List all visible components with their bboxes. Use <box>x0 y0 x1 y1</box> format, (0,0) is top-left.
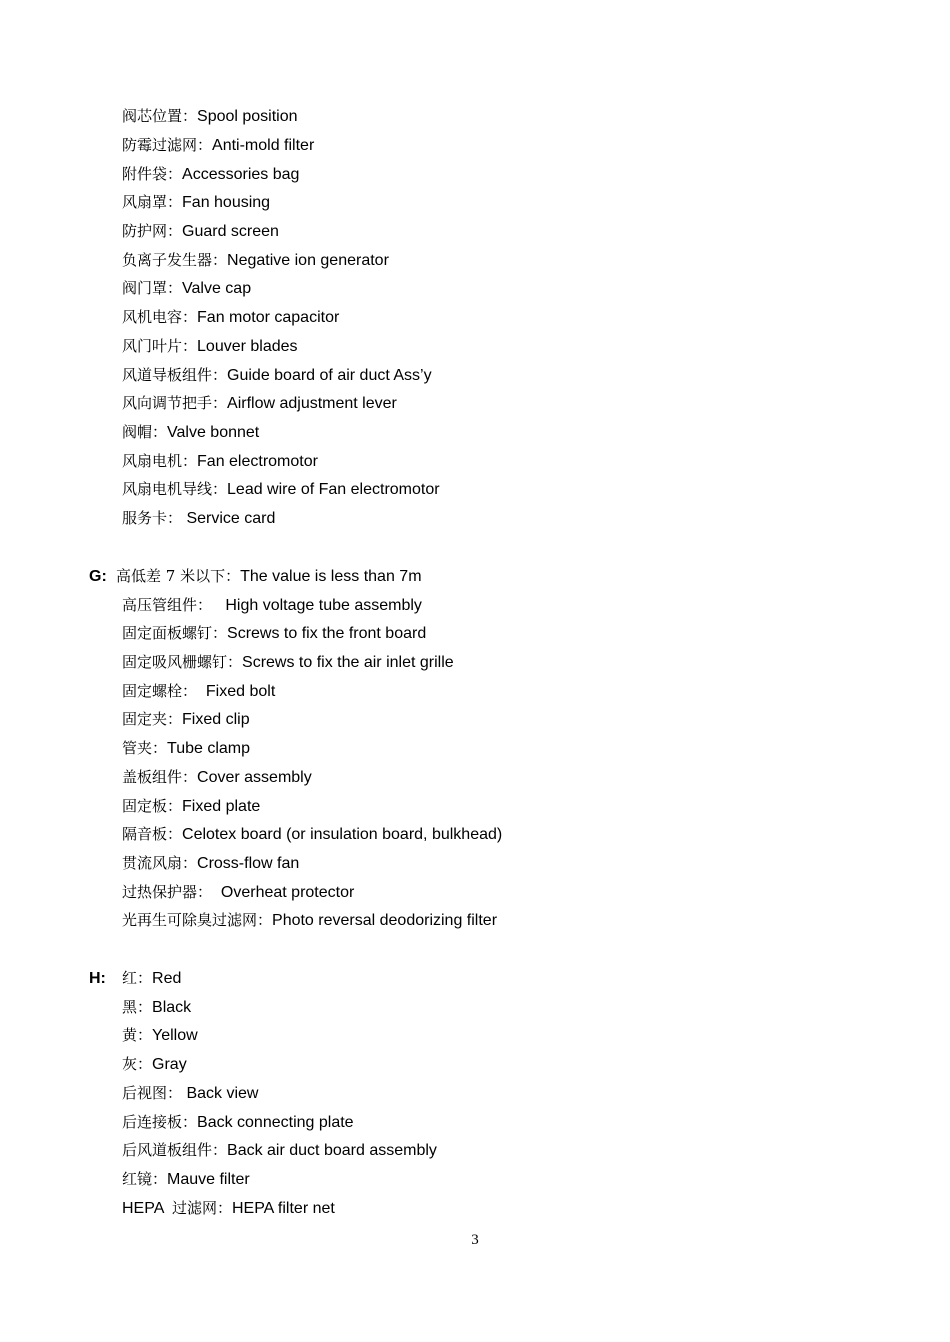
glossary-entry: HEPA 过滤网：HEPA filter net <box>122 1199 335 1217</box>
glossary-entry: 管夹：Tube clamp <box>122 739 251 757</box>
section-heading-entry: 红：Red <box>122 969 182 987</box>
glossary-entry: 阀芯位置：Spool position <box>122 107 298 125</box>
glossary-entry: 固定吸风栅螺钉：Screws to fix the air inlet grille <box>122 653 454 671</box>
glossary-entry: 风机电容：Fan motor capacitor <box>122 308 340 326</box>
glossary-entry: 后视图： Back view <box>122 1084 259 1102</box>
glossary-entry: 红镜：Mauve filter <box>122 1170 250 1188</box>
glossary-entry: 后风道板组件：Back air duct board assembly <box>122 1141 437 1159</box>
glossary-entry: 风扇电机：Fan electromotor <box>122 452 318 470</box>
glossary-entry: 风门叶片：Louver blades <box>122 337 298 355</box>
glossary-entry: 风向调节把手：Airflow adjustment lever <box>122 394 397 412</box>
glossary-entry: 风道导板组件：Guide board of air duct Ass’y <box>122 366 432 384</box>
glossary-entry: 服务卡： Service card <box>122 509 276 527</box>
glossary-entry: 过热保护器： Overheat protector <box>122 883 355 901</box>
glossary-entry: 固定螺栓： Fixed bolt <box>122 682 276 700</box>
glossary-entry: 风扇罩：Fan housing <box>122 193 271 211</box>
glossary-entry: 风扇电机导线：Lead wire of Fan electromotor <box>122 480 440 498</box>
glossary-entry: 贯流风扇：Cross-flow fan <box>122 854 300 872</box>
section-label: H: <box>89 970 106 987</box>
glossary-entry: 盖板组件：Cover assembly <box>122 768 312 786</box>
glossary-entry: 固定夹：Fixed clip <box>122 710 250 728</box>
glossary-entry: 固定板：Fixed plate <box>122 797 261 815</box>
glossary-entry: 后连接板：Back connecting plate <box>122 1113 354 1131</box>
glossary-entry: 防霉过滤网：Anti-mold filter <box>122 136 315 154</box>
section-heading-entry: 高低差 7 米以下：The value is less than 7m <box>116 567 422 585</box>
glossary-entry: 隔音板：Celotex board (or insulation board, bulkhead) <box>122 825 503 843</box>
glossary-entry: 负离子发生器：Negative ion generator <box>122 251 389 269</box>
glossary-entry: 黑：Black <box>122 998 192 1016</box>
glossary-entry: 防护网：Guard screen <box>122 222 279 240</box>
glossary-entry: 光再生可除臭过滤网：Photo reversal deodorizing filter <box>122 911 498 929</box>
page-number: 3 <box>471 1232 479 1248</box>
glossary-entry: 固定面板螺钉：Screws to fix the front board <box>122 624 427 642</box>
glossary-entry: 高压管组件： High voltage tube assembly <box>122 596 422 614</box>
glossary-entry: 附件袋：Accessories bag <box>122 165 300 183</box>
glossary-entry: 阀门罩：Valve cap <box>122 279 252 297</box>
glossary-entry: 黄：Yellow <box>122 1026 198 1044</box>
glossary-entry: 灰：Gray <box>122 1055 187 1073</box>
glossary-entry: 阀帽：Valve bonnet <box>122 423 260 441</box>
section-label: G: <box>89 568 107 585</box>
